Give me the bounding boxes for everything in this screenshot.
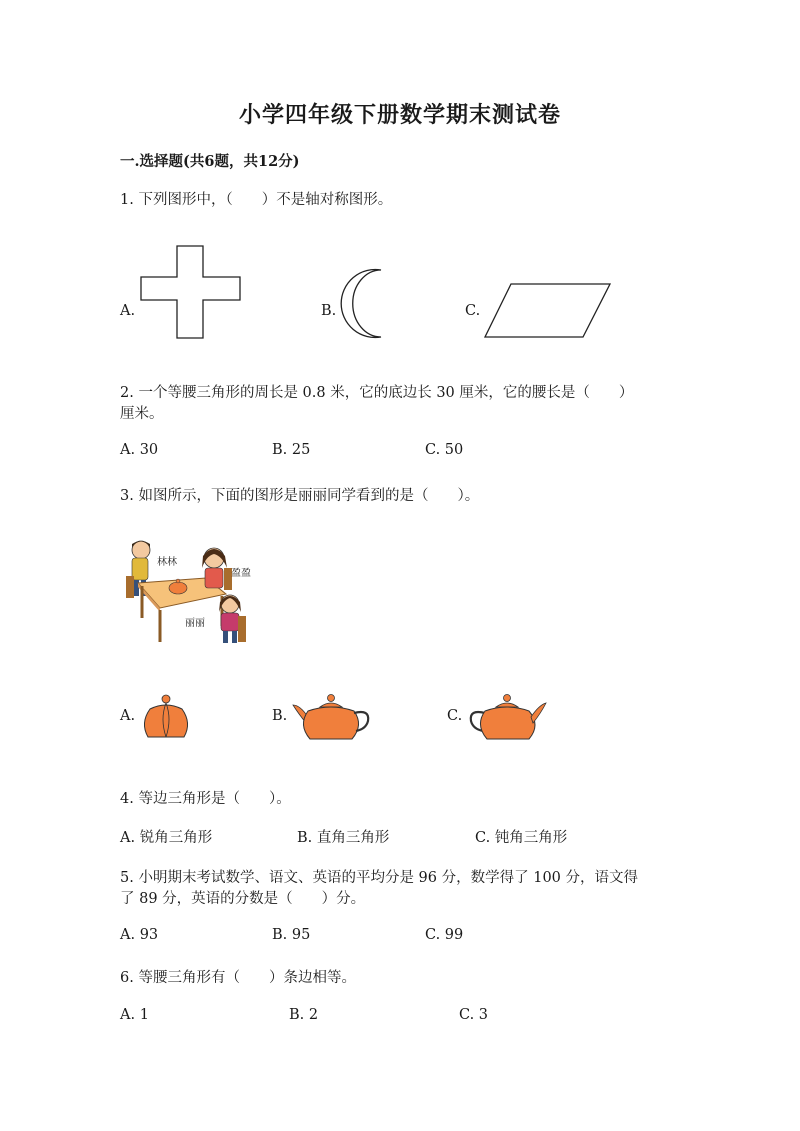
label-lili: 丽丽	[185, 618, 205, 629]
q3-option-b-label[interactable]: B.	[272, 708, 288, 724]
crescent-moon-figure	[338, 268, 388, 340]
q6-option-c[interactable]: C. 3	[459, 1007, 489, 1023]
q6-option-b[interactable]: B. 2	[289, 1007, 319, 1023]
girl-yingying-figure	[202, 548, 232, 590]
label-yingying: 盈盈	[231, 568, 251, 579]
q4-option-c[interactable]: C. 钝角三角形	[475, 830, 568, 846]
question-3-text: 3. 如图所示，下面的图形是丽丽同学看到的是（ ）。	[120, 488, 480, 504]
q3-option-c-label[interactable]: C.	[447, 708, 463, 724]
q4-option-a[interactable]: A. 锐角三角形	[120, 830, 213, 846]
question-1-text: 1. 下列图形中，（ ）不是轴对称图形。	[120, 192, 393, 208]
teapot-front-view-b	[292, 693, 372, 741]
question-2-text-line1: 2. 一个等腰三角形的周长是 0.8 米，它的底边长 30 厘米，它的腰长是（ ）	[120, 385, 634, 401]
q2-option-a[interactable]: A. 30	[120, 442, 159, 458]
q6-option-a[interactable]: A. 1	[120, 1007, 149, 1023]
question-6-text: 6. 等腰三角形有（ ）条边相等。	[120, 970, 356, 986]
cross-shape-figure	[140, 245, 242, 340]
q3-option-a-label[interactable]: A.	[120, 708, 136, 724]
question-5-text-line2: 了 89 分，英语的分数是（ ）分。	[120, 891, 366, 907]
teapot-side-view-c	[467, 693, 547, 741]
q1-option-a-label[interactable]: A.	[120, 303, 136, 319]
children-at-table-illustration	[126, 538, 251, 646]
question-2-text-line2: 厘米。	[120, 406, 164, 422]
label-linlin: 林林	[157, 557, 177, 568]
question-5-text-line1: 5. 小明期末考试数学、语文、英语的平均分是 96 分，数学得了 100 分，语文得	[120, 870, 639, 886]
q2-option-b[interactable]: B. 25	[272, 442, 311, 458]
q1-option-b-label[interactable]: B.	[321, 303, 337, 319]
q1-option-c-label[interactable]: C.	[465, 303, 481, 319]
girl-lili-figure	[219, 595, 246, 643]
q5-option-a[interactable]: A. 93	[120, 927, 159, 943]
q2-option-c[interactable]: C. 50	[425, 442, 464, 458]
teapot-side-view-a	[140, 693, 192, 741]
q4-option-b[interactable]: B. 直角三角形	[297, 830, 390, 846]
page-title: 小学四年级下册数学期末测试卷	[238, 102, 561, 128]
section-heading: 一.选择题(共6题，共12分)	[120, 153, 300, 170]
question-4-text: 4. 等边三角形是（ ）。	[120, 791, 291, 807]
parallelogram-figure	[484, 282, 614, 340]
q5-option-b[interactable]: B. 95	[272, 927, 311, 943]
q5-option-c[interactable]: C. 99	[425, 927, 464, 943]
